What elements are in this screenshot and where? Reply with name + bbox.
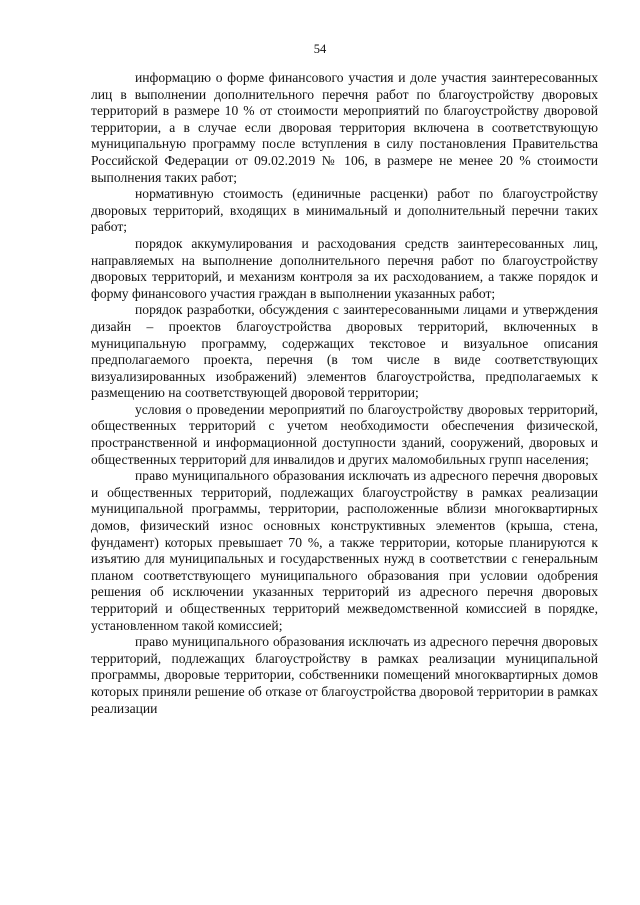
- paragraph-design-projects: порядок разработки, обсуждения с заинтересованными лицами и утверждения дизайн – проектов благоустройства дворовых территорий, включенных в муниципальную программу, содержащих текстовое и визуальное описания предполагаемого проекта, перечня (в том числе в виде соответствующих визуализированных изображений) элементов благоустройства, предполагаемых к размещению на соответствующей дворовой территории;: [91, 302, 598, 401]
- paragraph-financial-participation: информацию о форме финансового участия и доле участия заинтересованных лиц в выполнении дополнительного перечня работ по благоустройству дворовых территорий в размере 10 % от стоимости мероприятий по благоустройству дворовой территории, а в случае если дворовая территория включена в соответствующую муниципальную программу после вступления в силу постановления Правительства Российской Федерации от 09.02.2019 № 106, в размере не менее 20 % стоимости выполнения таких работ;: [91, 70, 598, 185]
- paragraph-funds-accumulation: порядок аккумулирования и расходования средств заинтересованных лиц, направляемых на выполнение дополнительного перечня работ по благоустройству дворовых территорий, и механизм контроля за их расходованием, а также порядок и форму финансового участия граждан в выполнении указанных работ;: [91, 235, 598, 301]
- paragraph-exclusion-worn-territories: право муниципального образования исключать из адресного перечня дворовых и общественных территорий, подлежащих благоустройству в рамках реализации муниципальной программы, территории, расположенные вблизи многоквартирных домов, физический износ основных конструктивных элементов (крыша, стена, фундамент) которых превышает 70 %, а также территории, которые планируются к изъятию для муниципальных и государственных нужд в соответствии с генеральным планом соответствующего муниципального образования при условии одобрения решения об исключении указанных территорий из адресного перечня дворовых территорий и общественных территорий межведомственной комиссией в порядке, установленном такой комиссией;: [91, 468, 598, 633]
- paragraph-exclusion-owner-refusal: право муниципального образования исключать из адресного перечня дворовых территорий, подлежащих благоустройству в рамках реализации муниципальной программы, дворовые территории, собственники помещений многоквартирных домов которых приняли решение об отказе от благоустройства дворовой территории в рамках реализации: [91, 634, 598, 716]
- page-number: 54: [313, 42, 327, 56]
- paragraph-accessibility: условия о проведении мероприятий по благоустройству дворовых территорий, общественных территорий с учетом необходимости обеспечения физической, пространственной и информационной доступности зданий, сооружений, дворовых и общественных территорий для инвалидов и других маломобильных групп населения;: [91, 401, 598, 467]
- paragraph-normative-cost: нормативную стоимость (единичные расценки) работ по благоустройству дворовых территорий, входящих в минимальный и дополнительный перечни таких работ;: [91, 186, 598, 235]
- document-body: [91, 70, 598, 717]
